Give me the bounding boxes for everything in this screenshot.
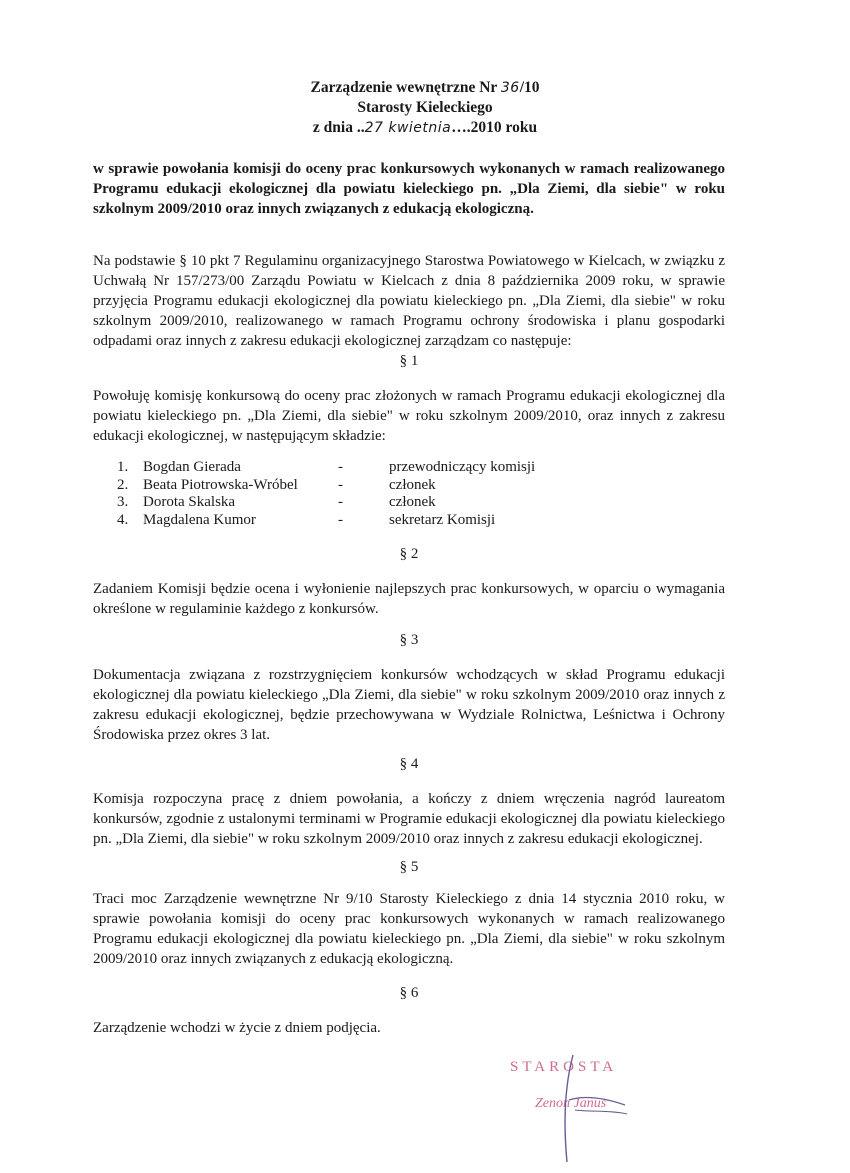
preamble-paragraph: Na podstawie § 10 pkt 7 Regulaminu organizacyjnego Starostwa Powiatowego w Kielcach, w związku z Uchwałą Nr 157/273/00 Zarządu Powiatu w Kielcach z dnia 8 października 2009 roku, w sprawie przyjęcia Programu edukacji ekologicznej dla powiatu kieleckiego pn. „Dla Ziemi, dla siebie" w roku szkolnym 2009/2010, realizowanego w ramach Programu ochrony środowiska i planu gospodarki odpadami oraz innych z zakresu edukacji ekologicznej zarządzam co następuje:: [93, 253, 725, 349]
member-name: Magdalena Kumor: [143, 511, 256, 528]
section-2-symbol: § 2: [399, 546, 419, 562]
section-4-symbol: § 4: [399, 756, 419, 772]
member-name: Dorota Skalska: [143, 494, 236, 510]
member-number: 4.: [117, 511, 129, 528]
section-1-symbol: § 1: [399, 353, 419, 369]
header-date-line: [200, 118, 650, 138]
section-6-text: Zarządzenie wchodzi w życie z dniem podjęcia.: [93, 1020, 381, 1036]
member-number: 3.: [117, 494, 129, 510]
header-title-prefix: Zarządzenie wewnętrzne Nr: [310, 79, 497, 96]
member-dash: -: [338, 494, 343, 510]
section-5-text: Traci moc Zarządzenie wewnętrzne Nr 9/10 Starosty Kieleckiego z dnia 14 stycznia 2010 roku, w sprawie powołania komisji do oceny prac konkursowych wykonanych w ramach realizowanego Programu edukacji ekologicznej dla powiatu kieleckiego pn. „Dla Ziemi, dla siebie" w roku szkolnym 2009/2010 oraz innych związanych z edukacją ekologiczną.: [93, 891, 725, 967]
member-dash: -: [338, 459, 343, 475]
header-title-line: [200, 78, 650, 98]
member-role: sekretarz Komisji: [389, 511, 496, 528]
section-5-symbol: § 5: [399, 859, 419, 875]
committee-member-row: [0, 459, 850, 477]
member-dash: -: [338, 511, 343, 528]
member-role: przewodniczący komisji: [389, 459, 536, 475]
header-title-suffix: /10: [519, 79, 540, 96]
header-date-fill-start: ..: [356, 119, 365, 136]
handwritten-signature: [555, 1050, 635, 1165]
section-2-text: Zadaniem Komisji będzie ocena i wyłonienie najlepszych prac konkursowych, w oparciu o wymagania określone w regulaminie każdego z konkursów.: [93, 581, 725, 617]
committee-member-row: [0, 477, 850, 495]
member-number: 1.: [117, 459, 129, 475]
committee-member-row: [0, 494, 850, 512]
member-role: członek: [389, 476, 436, 493]
section-6-symbol: § 6: [399, 985, 419, 1001]
member-name: Beata Piotrowska-Wróbel: [143, 476, 298, 493]
committee-member-list: [0, 459, 850, 531]
header-date-suffix: ….2010 roku: [451, 119, 538, 136]
section-1-text: Powołuję komisję konkursową do oceny prac złożonych w ramach Programu edukacji ekologicznej dla powiatu kieleckiego pn. „Dla Ziemi, dla siebie" w roku szkolnym 2009/2010, oraz innych z zakresu edukacji ekologicznej, w następującym składzie:: [93, 388, 725, 444]
handwritten-number: 36: [500, 80, 520, 96]
handwritten-date: 27 kwietnia: [364, 120, 452, 136]
committee-member-row: [0, 512, 850, 530]
header-issuer: Starosty Kieleckiego: [357, 99, 493, 116]
section-3-text: Dokumentacja związana z rozstrzygnięciem konkursów wchodzących w skład Programu edukacji ekologicznej dla powiatu kieleckiego „Dla Ziemi, dla siebie" w roku szkolnym 2009/2010 oraz innych z zakresu edukacji ekologicznej, będzie przechowywana w Wydziale Rolnictwa, Leśnictwa i Ochrony Środowiska przez okres 3 lat.: [93, 667, 725, 743]
document-header: [200, 78, 650, 138]
member-number: 2.: [117, 476, 129, 493]
member-role: członek: [389, 494, 436, 510]
section-4-text: Komisja rozpoczyna pracę z dniem powołania, a kończy z dniem wręczenia nagród laureatom konkursów, zgodnie z ustalonymi terminami w Programie edukacji ekologicznej dla powiatu kieleckiego pn. „Dla Ziemi, dla siebie" w roku szkolnym 2009/2010 oraz innych z zakresu edukacji ekologicznej.: [93, 791, 725, 847]
stamp-title: STAROSTA: [510, 1059, 618, 1075]
document-subject: w sprawie powołania komisji do oceny prac konkursowych wykonanych w ramach realizowanego Programu edukacji ekologicznej dla powiatu kieleckiego pn. „Dla Ziemi, dla siebie" w roku szkolnym 2009/2010 oraz innych związanych z edukacją ekologiczną.: [93, 161, 725, 217]
member-dash: -: [338, 476, 343, 493]
header-date-prefix: z dnia: [312, 119, 353, 136]
stamp-name: Zenon Janus: [535, 1096, 607, 1111]
section-3-symbol: § 3: [399, 632, 419, 648]
member-name: Bogdan Gierada: [143, 459, 241, 475]
